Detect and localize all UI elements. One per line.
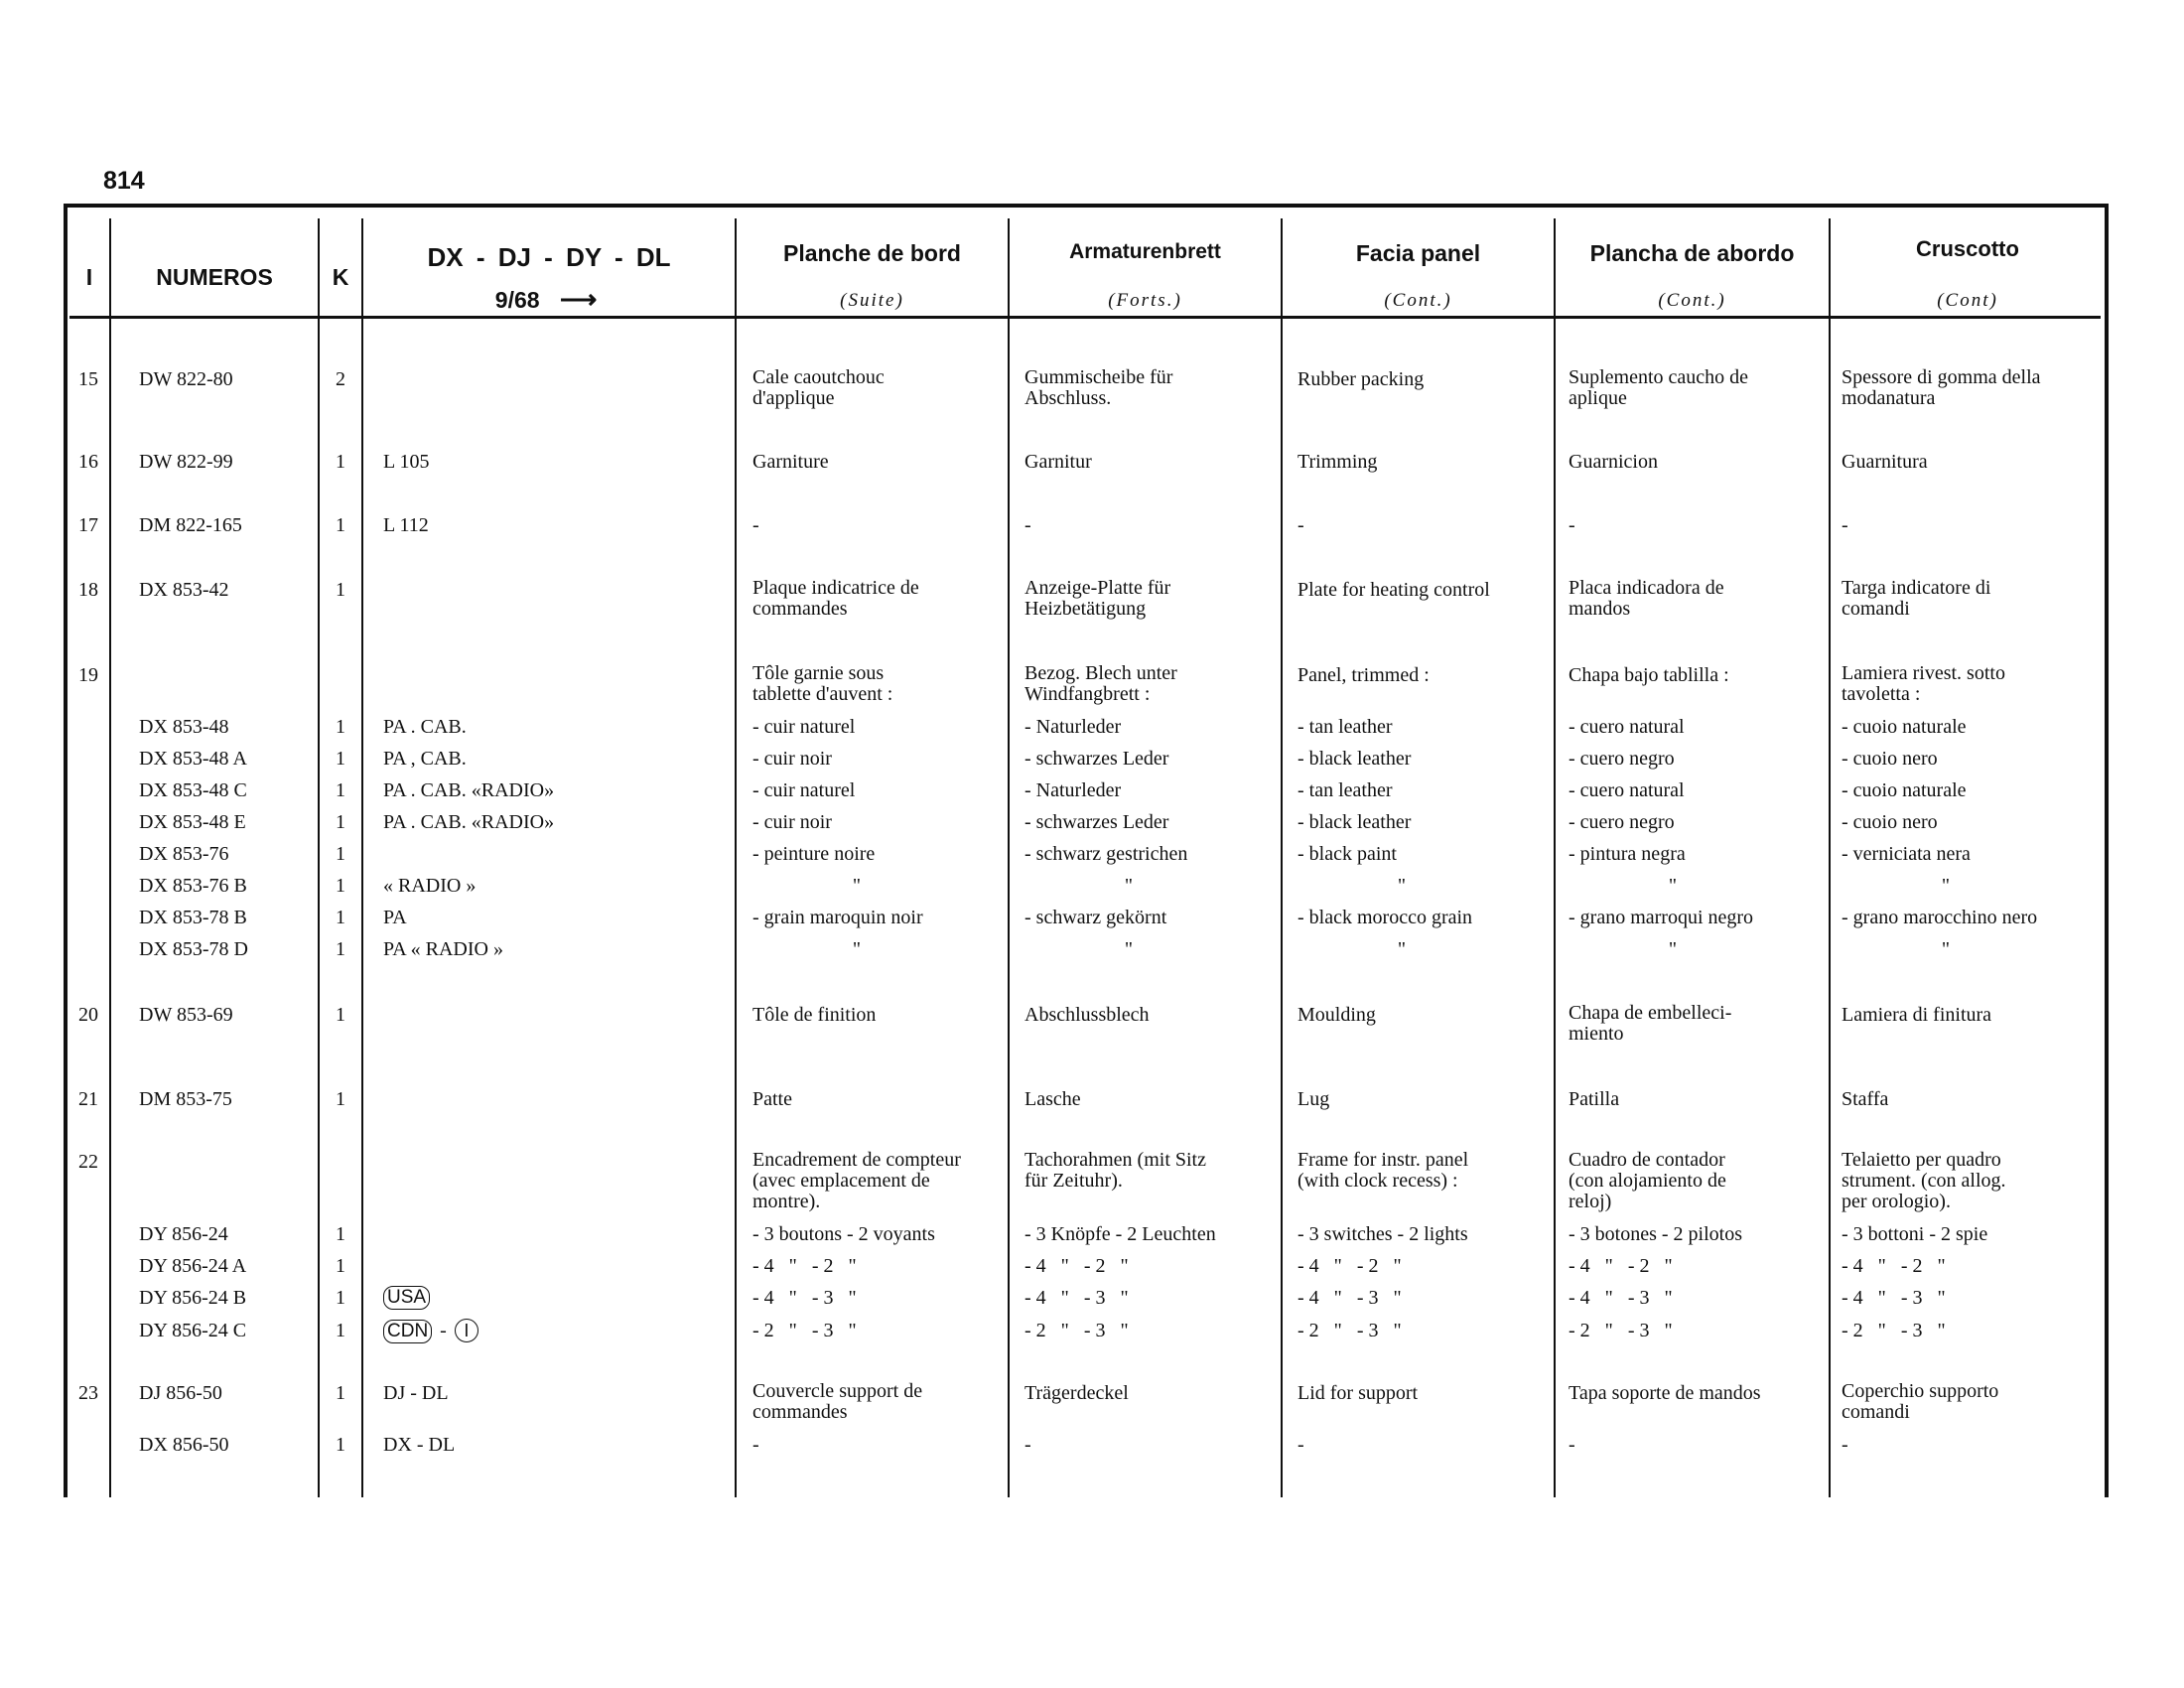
quantity-k: 1	[336, 1004, 345, 1026]
description-en: Frame for instr. panel (with clock recess) :	[1297, 1149, 1469, 1192]
description-en: - tan leather	[1297, 716, 1393, 738]
description-de: - 4 " - 3 "	[1024, 1287, 1129, 1309]
row-index: 21	[78, 1088, 98, 1110]
description-de: - Naturleder	[1024, 716, 1122, 738]
description-it: Lamiera di finitura	[1842, 1004, 1992, 1026]
description-de: - Naturleder	[1024, 779, 1122, 801]
part-number: DY 856-24	[139, 1223, 228, 1245]
header-it-title: Cruscotto	[1916, 236, 2019, 261]
description-it: - grano marocchino nero	[1842, 907, 2038, 928]
application: PA . CAB.	[383, 716, 467, 738]
description-en: - 4 " - 2 "	[1297, 1255, 1402, 1277]
quantity-k: 1	[336, 1434, 345, 1456]
description-fr: - grain maroquin noir	[752, 907, 923, 928]
description-fr: Tôle de finition	[752, 1004, 877, 1026]
part-number: DX 856-50	[139, 1434, 229, 1456]
application: PA	[383, 907, 407, 928]
description-en: -	[1297, 1434, 1304, 1456]
description-fr: - 2 " - 3 "	[752, 1320, 857, 1341]
description-fr: - 4 " - 3 "	[752, 1287, 857, 1309]
quantity-k: 1	[336, 579, 345, 601]
description-it: Telaietto per quadro strument. (con allog. per orologio).	[1842, 1149, 2006, 1212]
part-number: DJ 856-50	[139, 1382, 222, 1404]
table-frame-top	[64, 204, 2109, 208]
ditto-mark-fr: "	[852, 938, 862, 960]
part-number: DY 856-24 C	[139, 1320, 247, 1341]
part-number: DX 853-48 E	[139, 811, 246, 833]
description-en: Moulding	[1297, 1004, 1376, 1026]
header-de-sub: (Forts.)	[1108, 290, 1182, 311]
ditto-mark-it: "	[1941, 875, 1951, 897]
description-es: - pintura negra	[1569, 843, 1686, 865]
part-number: DY 856-24 B	[139, 1287, 247, 1309]
description-fr: - cuir noir	[752, 811, 832, 833]
application: PA . CAB. «RADIO»	[383, 811, 555, 833]
description-fr: Garniture	[752, 451, 829, 473]
description-de: - schwarz gestrichen	[1024, 843, 1188, 865]
application: L 112	[383, 514, 429, 536]
header-numeros: NUMEROS	[156, 264, 273, 290]
description-en: - black paint	[1297, 843, 1397, 865]
description-en: - 4 " - 3 "	[1297, 1287, 1402, 1309]
part-number: DX 853-78 B	[139, 907, 247, 928]
application-separator: -	[440, 1320, 447, 1341]
country-badge: USA	[383, 1286, 430, 1310]
description-fr: Plaque indicatrice de commandes	[752, 577, 919, 620]
description-it: - verniciata nera	[1842, 843, 1971, 865]
quantity-k: 1	[336, 1223, 345, 1245]
application: « RADIO »	[383, 875, 477, 897]
arrow-right-icon: ⟶	[559, 284, 598, 314]
ditto-mark-es: "	[1668, 938, 1678, 960]
description-de: Trägerdeckel	[1024, 1382, 1129, 1404]
description-en: - 3 switches - 2 lights	[1297, 1223, 1468, 1245]
description-es: - cuero natural	[1569, 716, 1685, 738]
description-it: - cuoio nero	[1842, 811, 1938, 833]
description-it: Targa indicatore di comandi	[1842, 577, 1991, 620]
header-de-title: Armaturenbrett	[1069, 240, 1221, 263]
row-index: 17	[78, 514, 98, 536]
description-fr: Tôle garnie sous tablette d'auvent :	[752, 662, 893, 705]
application: L 105	[383, 451, 430, 473]
ditto-mark-de: "	[1124, 938, 1134, 960]
description-it: Staffa	[1842, 1088, 1889, 1110]
row-index: 22	[78, 1151, 98, 1173]
description-en: - tan leather	[1297, 779, 1393, 801]
description-es: Suplemento caucho de aplique	[1569, 366, 1749, 409]
ditto-mark-en: "	[1397, 938, 1407, 960]
quantity-k: 1	[336, 1088, 345, 1110]
description-de: Abschlussblech	[1024, 1004, 1150, 1026]
description-es: -	[1569, 514, 1575, 536]
header-es-title: Plancha de abordo	[1589, 240, 1795, 266]
description-it: - 2 " - 3 "	[1842, 1320, 1946, 1341]
description-es: Patilla	[1569, 1088, 1620, 1110]
description-it: - 3 bottoni - 2 spie	[1842, 1223, 1988, 1245]
part-number: DX 853-76 B	[139, 875, 247, 897]
description-it: Spessore di gomma della modanatura	[1842, 366, 2041, 409]
col-divider-fr	[1008, 218, 1010, 1497]
description-it: Coperchio supporto comandi	[1842, 1380, 1999, 1423]
ditto-mark-fr: "	[852, 875, 862, 897]
description-fr: - cuir naturel	[752, 779, 856, 801]
header-es-sub: (Cont.)	[1658, 290, 1726, 311]
ditto-mark-es: "	[1668, 875, 1678, 897]
application: DJ - DL	[383, 1382, 449, 1404]
description-es: - 4 " - 3 "	[1569, 1287, 1673, 1309]
header-en-title: Facia panel	[1355, 240, 1481, 266]
description-it: -	[1842, 1434, 1848, 1456]
ditto-mark-de: "	[1124, 875, 1134, 897]
quantity-k: 1	[336, 1320, 345, 1341]
description-en: Lug	[1297, 1088, 1330, 1110]
description-fr: Cale caoutchouc d'applique	[752, 366, 885, 409]
table-header-divider	[69, 316, 2101, 319]
description-de: - 2 " - 3 "	[1024, 1320, 1129, 1341]
description-it: Lamiera rivest. sotto tavoletta :	[1842, 662, 2005, 705]
application: PA . CAB. «RADIO»	[383, 779, 555, 801]
part-number: DX 853-48 C	[139, 779, 247, 801]
part-number: DY 856-24 A	[139, 1255, 247, 1277]
description-de: Garnitur	[1024, 451, 1092, 473]
description-it: - cuoio naturale	[1842, 779, 1967, 801]
quantity-k: 1	[336, 875, 345, 897]
col-divider-en	[1554, 218, 1556, 1497]
description-en: - black leather	[1297, 811, 1412, 833]
description-es: - cuero negro	[1569, 811, 1675, 833]
part-number: DW 822-99	[139, 451, 233, 473]
header-models-date	[437, 284, 655, 315]
quantity-k: 1	[336, 843, 345, 865]
row-index: 18	[78, 579, 98, 601]
country-badge: CDN	[383, 1320, 432, 1343]
col-divider-models	[735, 218, 737, 1497]
description-es: Chapa de embelleci- miento	[1569, 1002, 1732, 1045]
description-fr: - 3 boutons - 2 voyants	[752, 1223, 935, 1245]
description-de: - 4 " - 2 "	[1024, 1255, 1129, 1277]
description-it: Guarnitura	[1842, 451, 1928, 473]
row-index: 16	[78, 451, 98, 473]
application: PA « RADIO »	[383, 938, 503, 960]
description-de: - 3 Knöpfe - 2 Leuchten	[1024, 1223, 1216, 1245]
header-fr-sub: (Suite)	[840, 290, 904, 311]
description-en: -	[1297, 514, 1304, 536]
ditto-mark-en: "	[1397, 875, 1407, 897]
description-en: Lid for support	[1297, 1382, 1419, 1404]
description-es: - 3 botones - 2 pilotos	[1569, 1223, 1742, 1245]
application: DX - DL	[383, 1434, 456, 1456]
quantity-k: 1	[336, 1382, 345, 1404]
description-es: - cuero natural	[1569, 779, 1685, 801]
description-de: Gummischeibe für Abschluss.	[1024, 366, 1173, 409]
description-de: Bezog. Blech unter Windfangbrett :	[1024, 662, 1177, 705]
description-de: - schwarzes Leder	[1024, 748, 1169, 770]
quantity-k: 1	[336, 779, 345, 801]
description-de: - schwarz gekörnt	[1024, 907, 1167, 928]
description-fr: - peinture noire	[752, 843, 876, 865]
description-es: Tapa soporte de mandos	[1569, 1382, 1761, 1404]
quantity-k: 1	[336, 1287, 345, 1309]
description-fr: Couvercle support de commandes	[752, 1380, 923, 1423]
description-de: -	[1024, 514, 1031, 536]
description-de: - schwarzes Leder	[1024, 811, 1169, 833]
quantity-k: 1	[336, 1255, 345, 1277]
col-divider-i	[109, 218, 111, 1497]
col-divider-es	[1829, 218, 1831, 1497]
description-fr: -	[752, 1434, 759, 1456]
page-number: 814	[103, 167, 145, 195]
description-de: Tachorahmen (mit Sitz für Zeituhr).	[1024, 1149, 1206, 1192]
part-number: DM 822-165	[139, 514, 242, 536]
header-it-sub: (Cont)	[1937, 290, 1998, 311]
description-it: - 4 " - 2 "	[1842, 1255, 1946, 1277]
part-number: DM 853-75	[139, 1088, 232, 1110]
row-index: 20	[78, 1004, 98, 1026]
header-fr-title: Planche de bord	[783, 240, 961, 266]
description-es: Cuadro de contador (con alojamiento de reloj)	[1569, 1149, 1726, 1212]
quantity-k: 1	[336, 716, 345, 738]
description-es: - grano marroqui negro	[1569, 907, 1754, 928]
description-en: Plate for heating control	[1297, 579, 1490, 601]
description-es: - cuero negro	[1569, 748, 1675, 770]
part-number: DX 853-78 D	[139, 938, 248, 960]
quantity-k: 2	[336, 368, 345, 390]
part-number: DX 853-42	[139, 579, 229, 601]
table-frame-right	[2105, 204, 2109, 1497]
description-en: Rubber packing	[1297, 368, 1425, 390]
part-number: DX 853-76	[139, 843, 229, 865]
header-models-date-text: 9/68	[494, 287, 540, 313]
description-de: Anzeige-Platte für Heizbetätigung	[1024, 577, 1171, 620]
description-es: Chapa bajo tablilla :	[1569, 664, 1729, 686]
description-fr: - cuir noir	[752, 748, 832, 770]
description-de: -	[1024, 1434, 1031, 1456]
col-divider-k	[361, 218, 363, 1497]
description-it: -	[1842, 514, 1848, 536]
description-en: Trimming	[1297, 451, 1378, 473]
header-i: I	[85, 264, 93, 290]
description-es: - 4 " - 2 "	[1569, 1255, 1673, 1277]
part-number: DX 853-48 A	[139, 748, 247, 770]
description-es: Guarnicion	[1569, 451, 1658, 473]
application	[383, 1319, 478, 1343]
description-fr: - cuir naturel	[752, 716, 856, 738]
application	[383, 1286, 430, 1310]
header-en-sub: (Cont.)	[1384, 290, 1452, 311]
quantity-k: 1	[336, 514, 345, 536]
row-index: 23	[78, 1382, 98, 1404]
circled-marker: I	[455, 1319, 478, 1342]
col-divider-de	[1281, 218, 1283, 1497]
header-models: DX - DJ - DY - DL	[427, 242, 671, 272]
description-fr: Patte	[752, 1088, 792, 1110]
row-index: 19	[78, 664, 98, 686]
description-fr: Encadrement de compteur (avec emplacement de montre).	[752, 1149, 961, 1212]
description-es: -	[1569, 1434, 1575, 1456]
description-es: - 2 " - 3 "	[1569, 1320, 1673, 1341]
header-k: K	[332, 264, 349, 290]
description-en: Panel, trimmed :	[1297, 664, 1430, 686]
description-it: - cuoio naturale	[1842, 716, 1967, 738]
row-index: 15	[78, 368, 98, 390]
application: PA , CAB.	[383, 748, 467, 770]
table-frame-left	[64, 204, 68, 1497]
ditto-mark-it: "	[1941, 938, 1951, 960]
description-fr: -	[752, 514, 759, 536]
description-it: - 4 " - 3 "	[1842, 1287, 1946, 1309]
part-number: DW 822-80	[139, 368, 233, 390]
description-fr: - 4 " - 2 "	[752, 1255, 857, 1277]
description-de: Lasche	[1024, 1088, 1081, 1110]
description-en: - 2 " - 3 "	[1297, 1320, 1402, 1341]
description-en: - black morocco grain	[1297, 907, 1473, 928]
description-es: Placa indicadora de mandos	[1569, 577, 1724, 620]
quantity-k: 1	[336, 938, 345, 960]
quantity-k: 1	[336, 811, 345, 833]
quantity-k: 1	[336, 451, 345, 473]
quantity-k: 1	[336, 748, 345, 770]
part-number: DW 853-69	[139, 1004, 233, 1026]
description-it: - cuoio nero	[1842, 748, 1938, 770]
description-en: - black leather	[1297, 748, 1412, 770]
part-number: DX 853-48	[139, 716, 229, 738]
quantity-k: 1	[336, 907, 345, 928]
